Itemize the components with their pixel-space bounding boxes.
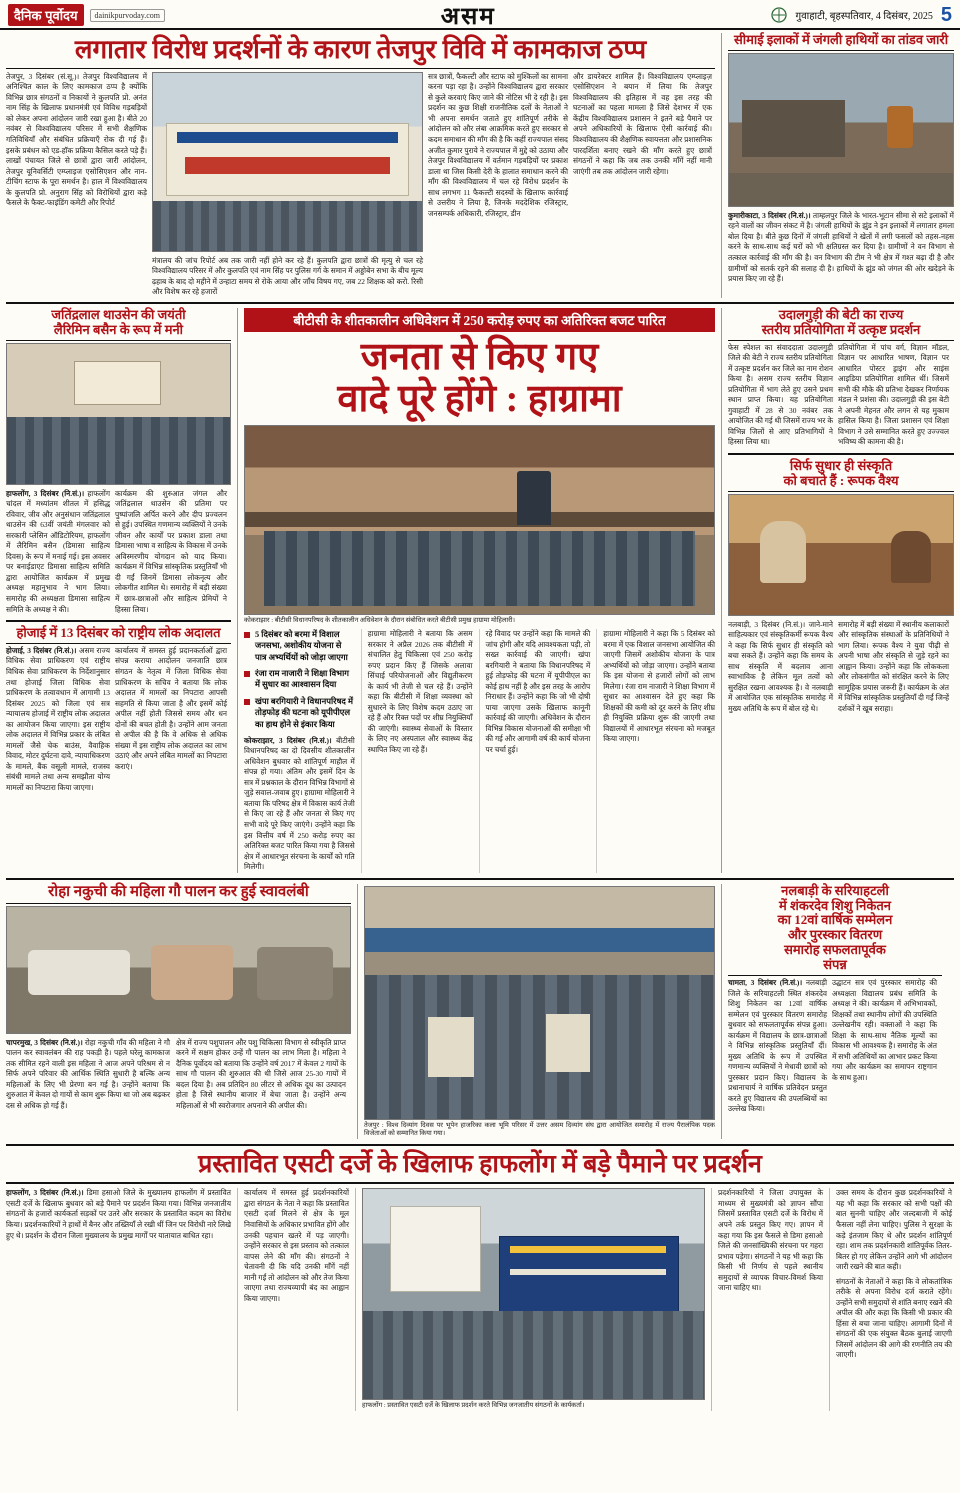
lead-col4: और डायरेक्टर शामिल हैं। विश्वविद्यालय एम्प्लाइज़ एसोसिएशन ने बयान में लिया कि तेजपुर विश्वविद्यालय की इतिहास में वह इस तरह की घटनाओं का पहला मामला है जिसे देशभर में एक केंद्रीय विश्वविद्यालय प्रशासन ने इतने बड़े पैमाने पर अपने अधिकारियों के खिलाफ ऐसी कार्रवाई की। विश्वविद्यालय की शैक्षणिक स्वायत्तता और प्रशासनिक पारदर्शिता बनाए रखने की माँग करते हुए छात्रों संगठनों ने कहा कि जब तक उनकी माँगें नहीं मानी जाएंगी तब तक आंदोलन जारी रहेगा। bbox=[573, 71, 712, 176]
bodo-bullet-2: रंजा राम नाजारी ने शिक्षा विभाग में सुधार का आश्वासन दिया bbox=[244, 668, 355, 691]
masthead-left bbox=[8, 4, 165, 26]
udalguri-headline-2: स्तरीय प्रतियोगिता में उत्कृष्ट प्रदर्शन bbox=[761, 321, 921, 337]
bodo-col4: हाग्रामा मोहिलारी ने कहा कि 5 दिसंबर को बरमा में एक विशाल जनसभा आयोजित की जाएगी जिसमें अशोकीय योजना के पात्र अभ्यर्थियों को जोड़ा जाएगा। उन्होंने बताया कि इस योजना से हजारों लोगों को लाभ मिलेगा। रंजा राम नाजारी ने शिक्षा विभाग में सुधार का आश्वासन देते हुए कहा कि शिक्षकों की कमी को दूर करने के लिए शीघ्र ही नियुक्ति प्रक्रिया शुरू की जाएगी तथा विद्यालयों में आधारभूत संरचना को मजबूत किया जाएगा। bbox=[603, 629, 715, 744]
st-protest-headline: प्रस्तावित एसटी दर्जे के खिलाफ हाफलोंग में बड़े पैमाने पर प्रदर्शन bbox=[198, 1150, 762, 1178]
bodo-photo bbox=[244, 425, 715, 615]
elephant-body bbox=[728, 211, 954, 285]
jatin-col1 bbox=[6, 489, 110, 615]
hojai-col1 bbox=[6, 646, 110, 793]
nalbari-headline-5: समारोह सफलतापूर्वक bbox=[784, 942, 886, 958]
emblem-icon bbox=[771, 7, 787, 23]
bodo-headline-2: वादे पूरे होंगे : हाग्रामा bbox=[337, 377, 622, 420]
jatin-col2: कार्यक्रम की शुरुआत जंगल और जतिंद्रलाल थाउसेन की प्रतिमा पर पुष्पांजलि अर्पित करने और दीप प्रज्वलन से हुई। उपस्थित गणमान्य व्यक्तियों ने उनके जीवन और कार्यों पर प्रकाश डाला तथा डिमासा भाषा व साहित्य के विकास में उनके अविस्मरणीय योगदान को याद किया। कार्यक्रम में विभिन्न सांस्कृतिक प्रस्तुतियाँ भी दी गईं जिनमें डिमासा लोकनृत्य और लोकगीत शामिल थे। समारोह में बड़ी संख्या में छात्र-छात्राओं और साहित्य प्रेमियों ने हिस्सा लिया। bbox=[115, 488, 227, 614]
st-col3: प्रदर्शनकारियों ने जिला उपायुक्त के माध्यम से मुख्यमंत्री को ज्ञापन सौंपा जिसमें प्रस्तावित एसटी दर्जे के विरोध में अपने तर्क प्रस्तुत किए गए। ज्ञापन में कहा गया कि इस फैसले से डिमा हसाओ जिले की जनसांख्यिकी संरचना पर गहरा प्रभाव पड़ेगा। संगठनों ने यह भी कहा कि किसी भी निर्णय से पहले स्थानीय समुदायों से व्यापक विचार-विमर्श किया जाना चाहिए था। bbox=[718, 1188, 823, 1293]
st-col5: संगठनों के नेताओं ने कहा कि वे लोकतांत्रिक तरीके से अपना विरोध दर्ज कराते रहेंगे। उन्होंने सभी समुदायों से शांति बनाए रखने की अपील की और कहा कि किसी भी प्रकार की हिंसा से बचा जाना चाहिए। आगामी दिनों में संगठनों की एक संयुक्त बैठक बुलाई जाएगी जिसमें आंदोलन की आगे की रणनीति तय की जाएगी। bbox=[836, 1276, 952, 1360]
udalguri-headline-1: उदालगुड़ी की बेटी का राज्य bbox=[778, 306, 904, 322]
cow-headline: रोहा नकुची की महिला गौ पालन कर हुई स्वावलंबी bbox=[48, 883, 309, 900]
nalbari-col1 bbox=[728, 978, 827, 1115]
st-col4: उक्त समय के दौरान कुछ प्रदर्शनकारियों ने यह भी कहा कि सरकार को सभी पक्षों की बात सुननी चाहिए और जल्दबाजी में कोई फैसला नहीं लेना चाहिए। पुलिस ने सुरक्षा के कड़े इंतजाम किए थे और प्रदर्शन शांतिपूर्ण रहा। शाम तक प्रदर्शनकारी शांतिपूर्वक तितर-बितर हो गए लेकिन उन्होंने आगे भी आंदोलन जारी रखने की बात कही। bbox=[836, 1188, 952, 1272]
bodo-headline-1: जनता से किए गए bbox=[360, 335, 599, 378]
elephant-dateline: कुमारीकाटा, 3 दिसंबर (नि.सं.)। bbox=[728, 210, 811, 220]
bodo-col1 bbox=[244, 736, 355, 873]
bodo-dateline: कोकराझार, 3 दिसंबर (नि.सं.)। bbox=[244, 735, 332, 745]
website-url[interactable]: dainikpurvoday.com bbox=[90, 9, 165, 22]
bodo-strip: बीटीसी के शीतकालीन अधिवेशन में 250 करोड़ रुपए का अतिरिक्त बजट पारित bbox=[244, 308, 715, 332]
cow-dateline: चापरमुख, 3 दिसंबर (नि.सं.)। bbox=[6, 1037, 83, 1047]
st-photo-caption: हाफलोंग : प्रस्तावित एसटी दर्जे के खिलाफ प्रदर्शन करते विभिन्न जनजातीय संगठनों के कार्यकर्ता। bbox=[362, 1402, 585, 1410]
nalbari-headline-6: संपन्न bbox=[823, 957, 847, 973]
elephant-text: ताम्हलपुर जिले के भारत-भूटान सीमा से सटे इलाकों में रहने वालों का जीवन संकट में है। जंगली हाथियों के झुंड ने इन इलाकों में लगातार हमला बोल दिया है। बीते कुछ दिनों में जंगली हाथियों ने खेतों में लगी फसलों को तहस-नहस करने के साथ-साथ कई घरों को भी क्षतिग्रस्त कर दिया है। ग्रामीणों ने वन विभाग से तत्काल कार्रवाई की माँग की है। वन विभाग की टीम ने भी क्षेत्र में गश्त बढ़ा दी है और ग्रामीणों को सतर्क रहने की सलाह दी है। हाथियों के झुंड को जंगल की ओर खदेड़ने के प्रयास किए जा रहे हैं। bbox=[728, 210, 954, 284]
lead-col2: मंत्रालय की जांच रिपोर्ट अब तक जारी नहीं होने कर रहे हैं। कुलपति द्वारा छात्रों की मृत्यु से चल रहे विश्वविद्यालय परिसर में और कुलपति एवं नाम सिंह पर पुलिस गर्ग के समान में अड्डोबेन सभा के बीच मूल्य ढ़हाब के बाद दो महीने में उन्हाटा समय से रोके आया और जाँच विषय गए, जब 22 शिक्षक को करो. रिसी और विशेष कर रहे हजारों bbox=[152, 255, 423, 297]
st-col2: कार्यालय में समस्त हुई प्रदर्शनकारियों द्वारा संगठन के नेता ने कहा कि प्रस्तावित एसटी दर्जा मिलने से क्षेत्र के मूल निवासियों के अधिकार प्रभावित होंगे और उनकी पहचान खतरे में पड़ जाएगी। उन्होंने सरकार से इस प्रस्ताव को तत्काल वापस लेने की माँग की। संगठनों ने चेतावनी दी कि यदि उनकी माँगें नहीं मानी गईं तो आंदोलन को और तेज किया जाएगा तथा राज्यव्यापी बंद का आह्वान किया जाएगा। bbox=[244, 1188, 349, 1303]
cow-col2: क्षेत्र में राज्य पशुपालन और पशु चिकित्सा विभाग से स्वीकृति प्राप्त करने में सक्षम होकर उन्हें गौ पालन का लाभ मिला है। महिला ने दैनिक पूर्वोदय को बताया कि उन्होंने वर्ष 2017 में केवल 2 गायों के साथ गौ पालन की शुरुआत की थी जिसे आज 25-30 गायों में बदल दिया है। अब प्रतिदिन 80 लीटर से अधिक दूध का उत्पादन होता है जिसे स्थानीय बाजार में बेचा जाता है। उन्होंने अन्य महिलाओं से भी स्वरोजगार अपनाने की अपील की। bbox=[176, 1037, 346, 1110]
bodo-bullet-list bbox=[244, 629, 355, 730]
elephant-headline: सीमाई इलाकों में जंगली हाथियों का तांडव जारी bbox=[733, 32, 949, 47]
st-col1 bbox=[6, 1188, 231, 1241]
lead-headline: लगातार विरोध प्रदर्शनों के कारण तेजपुर विवि में कामकाज ठप्प bbox=[74, 35, 647, 64]
masthead bbox=[0, 0, 960, 30]
lead-col1: तेजपुर, 3 दिसंबर (सं.सू.)। तेजपुर विश्वविद्यालय में अनिश्चित काल के लिए कामकाज ठप्प है क्योंकि विभिन्न छात्र संगठनों व निकायों ने कुलपति प्रो. अनंत नाम सिंह के खिलाफ प्रधानमंत्री एवं विविध गड़बड़ियों को लेकर अपना आंदोलन जारी रखा हुआ है। बीते 20 नवंबर से विश्वविद्यालय परिसर में सभी शैक्षणिक गतिविधियाँ और संबंधित प्रक्रियाएँ रोक दी गई हैं। इसके प्रबंधन को एड-हॉक प्रक्रिया कैसिल करते पड़े हैं। लाखों पंचायत जिले से छात्रों द्वारा जारी आंदोलन, तेजपुर यूनिवर्सिटी एम्प्लाइज एसोसिएशन और नान-टीचिंग स्टाफ के पूरा समर्थन है। हाल में विश्वविद्यालय के कुलपति प्रो. अनुराग सिंह को विरोधियों द्वारा कड़े फैसले के फैक्ट-फाइंडिंग कमेटी और रिपोर्ट bbox=[6, 71, 147, 208]
lead-photo bbox=[152, 72, 423, 252]
roopak-headline-2: को बचाते हैं : रूपक वैश्य bbox=[783, 472, 899, 488]
udalguri-col1: फेस स्पेशल का संवाददाता उदालगुड़ी जिले की बेटी ने राज्य स्तरीय प्रतियोगिता में उत्कृष्ट प्रदर्शन कर जिले का नाम रोशन किया है। असम राज्य स्तरीय विज्ञान प्रतियोगिता में भाग लेते हुए उसने प्रथम स्थान प्राप्त किया। यह प्रतियोगिता गुवाहाटी में 28 से 30 नवंबर तक आयोजित की गई थी जिसमें राज्य भर के विभिन्न जिलों से आए प्रतिभागियों ने हिस्सा लिया था। bbox=[728, 342, 833, 447]
nalbari-headline-1: नलबाड़ी के सरियाहटली bbox=[781, 882, 889, 898]
cow-photo bbox=[6, 906, 351, 1034]
masthead-right bbox=[771, 4, 952, 27]
hojai-dateline: होजाई, 3 दिसंबर (नि.सं.)। bbox=[6, 645, 77, 655]
nalbari-col2: उद्घाटन सत्र एवं पुरस्कार समारोह की अध्यक्षता विद्यालय प्रबंध समिति के अध्यक्ष ने की। कार्यक्रम में अभिभावकों, शिक्षकों तथा स्थानीय लोगों की उपस्थिति उल्लेखनीय रही। वक्ताओं ने कहा कि शिक्षा के साथ-साथ नैतिक मूल्यों का विकास भी आवश्यक है। समारोह के अंत में सभी अतिथियों का आभार प्रकट किया गया और कार्यक्रम का समापन राष्ट्रगान के साथ हुआ। bbox=[832, 978, 937, 1082]
hojai-col2: कार्यालय में समस्त हुई प्रदानकर्ताओं द्वारा संपन्न कराया आदोलन जनजाति छात्र संगठन के नेतृत्व में जिला विधिक सेवा प्राधिकरण के सचिव ने बताया कि लोक अदालत में मामलों का निपटारा आपसी सहमति से किया जाता है और इसमें कोई अपील नहीं होती जिससे समय और धन दोनों की बचत होती है। उन्होंने आम जनता से अपील की है कि वे अधिक से अधिक संख्या में इस राष्ट्रीय लोक अदालत का लाभ उठाएं और अपने लंबित मामलों का निपटारा कराएं। bbox=[115, 645, 227, 771]
tezpur-photo bbox=[364, 886, 715, 1120]
nalbari-headline-4: और पुरस्कार वितरण bbox=[787, 927, 883, 943]
nalbari-dateline: चामता, 3 दिसंबर (नि.सं.)। bbox=[728, 978, 803, 988]
newspaper-logo: दैनिक पूर्वोदय bbox=[8, 4, 84, 26]
bodo-bullet-1: 5 दिसंबर को बरमा में विशाल जनसभा, अशोकीय योजना से पात्र अभ्यर्थियों को जोड़ा जाएगा bbox=[244, 629, 355, 663]
jatin-dateline: हाफलोंग, 3 दिसंबर (नि.सं.)। bbox=[6, 488, 85, 498]
edition-title: असम bbox=[440, 3, 496, 30]
bodo-col1-text: बीटीसी विधानपरिषद का दो दिवसीय शीतकालीन अधिवेशन बुधवार को शांतिपूर्ण माहौल में संपन्न हो गया। अंतिम और इसमें दिन के सत्र में प्रश्नकाल के दौरान विभिन्न विभागों से जुड़े सवाल-जवाब हुए। हाग्रामा मोहिलारी ने बताया कि परिषद क्षेत्र में विकास कार्य तेजी से किए जा रहे हैं और जनता से किए गए सभी वादे पूरे किए जाएंगे। उन्होंने कहा कि इस वित्तीय वर्ष में 250 करोड़ रुपए का अतिरिक्त बजट पारित किया गया है जिससे क्षेत्र में आधारभूत संरचना के कार्यों को गति मिलेगी। bbox=[244, 735, 355, 872]
page-number: 5 bbox=[940, 3, 952, 26]
lead-col3: सत्र छात्रों, फैकल्टी और स्टाफ को मुश्किलों का सामना करना पड़ा रहा है। उन्होंने विश्वविद्यालय द्वारा सरकार से कुले करवाएं किए जाने की नोटिस भी दे रही है। इस प्रदर्शन का कुछ शिक्षी राजनीतिक दलों के नेताओं ने भी अपना समर्थन जताते हुए शांतिपूर्ण तरीके से आंदोलन को और लंबा आक्रमिक करते हुए सरकार से कदम समाधान की माँग की है कि कहीं राज्यपाल संसद अजीत कुमार पुराये ने राज्यपाल में मुद्दे को उठाया और तेजपुर विश्वविद्यालय में वर्तमान गड़बड़ियों पर प्रकाश डाला था जिस किसी देरी के हालात समाधान करने की माँग की विश्वविद्यालय में चल रहे विरोध प्रदर्शन के साथ लगभग 11 फैकल्टी सदस्यों के खिलाफ कार्रवाई से उत्तरीय ने लिया है, जिनके मददेशिक रजिस्ट्रार, जनसम्पर्क अधिकारी, रजिस्ट्रार, डीन bbox=[428, 71, 568, 218]
cow-col1 bbox=[6, 1038, 170, 1112]
udalguri-col2: प्रतियोगिता में पांच वर्ग, विज्ञान मॉडल, विज्ञान पर आधारित भाषण, विज्ञान पर आधारित पोस्टर ड्राइंग और साइंस आइडिया प्रतियोगिता शामिल थीं। जिसमें सभी की मौके की प्रतिभा देखकर निर्णायक मंडल ने प्रशंसा की। उदालगुड़ी की इस बेटी ने अपनी मेहनत और लगन से यह मुकाम हासिल किया है। जिला प्रशासन एवं शिक्षा विभाग ने उसे सम्मानित करते हुए उज्ज्वल भविष्य की कामना की है। bbox=[838, 342, 949, 447]
roopak-col1: नलबाड़ी, 3 दिसंबर (नि.सं.)। जाने-माने साहित्यकार एवं संस्कृतिकर्मी रूपक वैश्य ने कहा कि सिर्फ सुधार ही संस्कृति को बचा सकते हैं। उन्होंने कहा कि समय के साथ संस्कृति में बदलाव आना स्वाभाविक है लेकिन मूल तत्वों को सुरक्षित रखना आवश्यक है। वे नलबाड़ी में आयोजित एक सांस्कृतिक समारोह में मुख्य अतिथि के रूप में बोल रहे थे। bbox=[728, 619, 833, 713]
roopak-col2: समारोह में बड़ी संख्या में स्थानीय कलाकारों और सांस्कृतिक संस्थाओं के प्रतिनिधियों ने भाग लिया। रूपक वैश्य ने युवा पीढ़ी से अपनी भाषा और संस्कृति से जुड़े रहने का आह्वान किया। उन्होंने कहा कि लोककला और लोकसंगीत को संरक्षित करने के लिए सामूहिक प्रयास जरूरी हैं। कार्यक्रम के अंत में विभिन्न सांस्कृतिक प्रस्तुतियाँ दी गईं जिन्हें दर्शकों ने खूब सराहा। bbox=[838, 619, 949, 713]
st-dateline: हाफलोंग, 3 दिसंबर (नि.सं.)। bbox=[6, 1188, 84, 1198]
bodo-bullet-3: खंपा बरगियारी ने विधानपरिषद में तोड़फोड़ की घटना को यूपीपीएल का हाथ होने से इंकार किया bbox=[244, 696, 355, 730]
bodo-photo-caption: कोकराझार : बीटीसी विधानपरिषद के शीतकालीन अधिवेशन के दौरान संबोधित करते बीटीसी प्रमुख हाग्रामा मोहिलारी। bbox=[244, 616, 515, 624]
tezpur-photo-caption: तेजपुर : विश्व दिव्यांग दिवस पर भूपेन हाजरिका कला भूमि परिसर में उत्तर असम दिव्यांग संघ द्वारा आयोजित समारोह में राज्य पैरालंपिक पदक विजेताओं को सम्मानित किया गया। bbox=[364, 1121, 715, 1138]
hojai-col1-text: असम राज्य विधिक सेवा प्राधिकरण एवं राष्ट्रीय विधिक सेवा प्राधिकरण के निर्देशानुसार तथा होजाई जिला विधिक सेवा प्राधिकरण के तत्वावधान में आगामी 13 दिसंबर 2025 को जिला एवं सत्र न्यायालय होजाई में राष्ट्रीय लोक अदालत का आयोजन किया जाएगा। इस राष्ट्रीय लोक अदालत में विभिन्न प्रकार के लंबित मामलों जैसे चेक बाउंस, वैवाहिक विवाद, मोटर दुर्घटना दावे, न्यायाधिकरण के मामले, बैंक वसूली मामले, राजस्व संबंधी मामले तथा अन्य समझौता योग्य मामलों का निपटारा किया जाएगा। bbox=[6, 645, 110, 792]
place-date: गुवाहाटी, बृहस्पतिवार, 4 दिसंबर, 2025 bbox=[795, 11, 933, 22]
roopak-photo bbox=[728, 494, 954, 616]
jatin-headline-1: जतिंद्रलाल थाउसेन की जयंती bbox=[51, 306, 186, 322]
roopak-headline-1: सिर्फ सुधार ही संस्कृति bbox=[789, 457, 893, 473]
hojai-headline: होजाई में 13 दिसंबर को राष्ट्रीय लोक अदालत bbox=[16, 625, 221, 641]
jatin-headline-2: लैरिमिन बसैन के रूप में मनी bbox=[53, 321, 184, 337]
nalbari-headline-2: में शंकरदेव शिशु निकेतन bbox=[778, 897, 892, 913]
st-col1-text: डिमा हसाओ जिले के मुख्यालय हाफलोंग में प्रस्तावित एसटी दर्जे के खिलाफ बुधवार को बड़े पैमाने पर प्रदर्शन किया गया। विभिन्न जनजातीय संगठनों के हजारों कार्यकर्ता सड़कों पर उतरे और सरकार के प्रस्तावित कदम का विरोध किया। प्रदर्शनकारियों ने हाथों में बैनर और तख्तियाँ ले रखी थीं जिन पर विरोधी नारे लिखे हुए थे। प्रदर्शन के दौरान जिला मुख्यालय के प्रमुख मार्गों पर यातायात बाधित रहा। bbox=[6, 1188, 232, 1240]
nalbari-col1-text: नलबाड़ी जिले के सरियाहटली स्थित शंकरदेव शिशु निकेतन का 12वां वार्षिक सम्मेलन एवं पुरस्कार वितरण समारोह बुधवार को सफलतापूर्वक संपन्न हुआ। कार्यक्रम में विद्यालय के छात्र-छात्राओं ने विभिन्न सांस्कृतिक प्रस्तुतियाँ दीं। मुख्य अतिथि के रूप में उपस्थित गणमान्य व्यक्तियों ने मेधावी छात्रों को पुरस्कार प्रदान किए। विद्यालय के प्रधानाचार्य ने वार्षिक प्रतिवेदन प्रस्तुत करते हुए विद्यालय की उपलब्धियों का उल्लेख किया। bbox=[728, 978, 827, 1114]
cow-col1-text: रोहा नकुची गाँव की महिला ने गौ पालन कर स्वावलंबन की राह पकड़ी है। पहले घरेलू कामकाज तक सीमित रहने वाली इस महिला ने आज अपने परिश्रम से न सिर्फ अपने परिवार की आर्थिक स्थिति सुधारी है बल्कि अन्य महिलाओं के लिए भी प्रेरणा बन गई है। उन्होंने बताया कि शुरुआत में केवल दो गायों से काम शुरू किया था जो अब बढ़कर दस से अधिक हो गई हैं। bbox=[6, 1037, 170, 1110]
nalbari-headline-3: का 12वां वार्षिक सम्मेलन bbox=[777, 912, 893, 928]
bodo-col2: हाग्रामा मोहिलारी ने बताया कि असम सरकार ने अप्रैल 2026 तक बीटीसी में संचालित हेतु चिकित्सा एवं 250 करोड़ रुपए प्रदान किए हैं जिसके अलावा सिंचाई परियोजनाओं और विद्युतीकरण के कार्य भी तेजी से चल रहे हैं। उन्होंने कहा कि बीटीसी में शिक्षा व्यवस्था को सुधारने के लिए विशेष कदम उठाए जा रहे हैं और रिक्त पदों पर शीघ्र नियुक्तियाँ की जाएंगी। स्वास्थ्य सेवाओं के विस्तार के लिए नए अस्पताल और स्वास्थ्य केंद्र स्थापित किए जा रहे हैं। bbox=[367, 629, 473, 754]
bodo-col3: रहे विवाद पर उन्होंने कहा कि मामले की जांच होगी और यदि आवश्यकता पड़ी, तो सख्त कार्रवाई की जाएगी। खंपा बरगियारी ने बताया कि विधानपरिषद में हुई तोड़फोड़ की घटना में यूपीपीएल का कोई हाथ नहीं है और इस तरह के आरोप निराधार हैं। उन्होंने कहा कि जो भी दोषी पाया जाएगा उसके खिलाफ कानूनी कार्रवाई की जाएगी। अधिवेशन के दौरान विभिन्न विकास योजनाओं की समीक्षा भी की गई और आगामी वर्ष की कार्य योजना पर चर्चा हुई। bbox=[485, 629, 591, 754]
st-protest-photo bbox=[362, 1188, 705, 1400]
jatin-col1-text: हाफलोंग चांदल में मध्यांतम शीतल में हसिद्ध रविवार, जीव और अनुसंधान जतिंद्रलाल थाउसेन की 63वीं जयंती मंगलवार को सरकारी प्लेसिन ऑडिटोरियम, हाफलोंग में लैरिमिन बसैन (डिमासा साहित्य दिवस) के रूप में मनाई गई। इस अवसर पर बनाईडाएट डिमासा साहित्य समिति द्वारा आयोजित कार्यक्रम में प्रमुख अध्यक्ष महानुभाव ने भाग लिया। समारोह की अध्यक्षता डिमासा साहित्य समिति के अध्यक्ष ने की। bbox=[6, 488, 110, 614]
jatin-photo bbox=[6, 343, 231, 485]
elephant-photo bbox=[728, 53, 954, 207]
